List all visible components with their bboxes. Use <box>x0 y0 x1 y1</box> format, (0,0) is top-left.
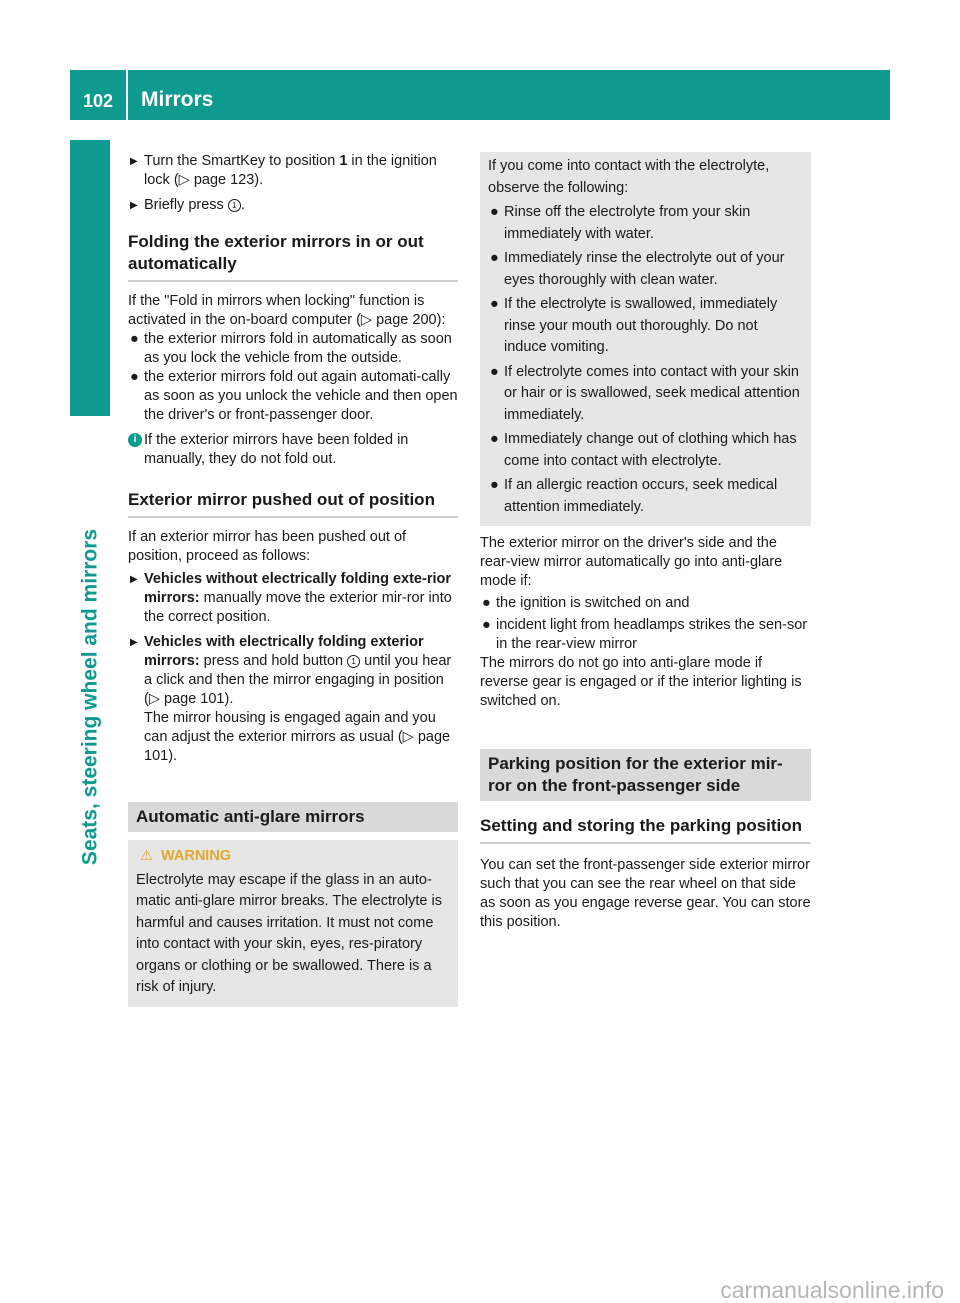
electrolyte-intro: If you come into contact with the electrolyte, observe the following: <box>488 158 770 196</box>
bullet-icon: ● <box>490 477 499 493</box>
bullet-icon: ● <box>482 617 491 633</box>
bullet-icon: ● <box>490 250 499 266</box>
list-item-text: the exterior mirrors fold out again automati-cally as soon as you unlock the vehicle and then open the driver's or front-passenger door. <box>144 369 458 423</box>
list-item <box>480 594 811 613</box>
step-arrow-icon: ▶ <box>130 156 138 167</box>
side-tab <box>70 424 110 969</box>
step-text: in the ignition lock (▷ page 123). <box>144 153 437 188</box>
warning-box <box>128 840 458 1007</box>
step-arrow-icon: ▶ <box>130 200 138 211</box>
step-text: . <box>240 197 245 213</box>
warning-header <box>136 846 450 868</box>
antiglare-intro: The exterior mirror on the driver's side and the rear-view mirror automatically go into anti-glare mode if: <box>480 535 783 589</box>
step-text: The mirror housing is engaged again and you can adjust the exterior mirrors as usual (▷ page 101). <box>144 710 451 764</box>
section-heading-setting: Setting and storing the parking position <box>480 815 811 844</box>
list-item <box>488 429 803 472</box>
bullet-icon: ● <box>130 369 139 385</box>
fold-intro: If the "Fold in mirrors when locking" function is activated in the on-board computer (▷ page 200): <box>128 293 446 328</box>
bullet-icon: ● <box>490 431 499 447</box>
warning-title: WARNING <box>161 848 232 864</box>
step-arrow-icon: ▶ <box>130 574 138 585</box>
list-item-text: Immediately rinse the electrolyte out of your eyes thoroughly with clean water. <box>504 250 785 288</box>
bullet-icon: ● <box>490 296 499 312</box>
side-tab-block <box>70 140 110 416</box>
watermark: carmanualsonline.info <box>720 1277 944 1303</box>
list-item-text: If electrolyte comes into contact with your skin or hair or is swallowed, seek medical attention immediately. <box>504 363 800 423</box>
page-title: Mirrors <box>141 88 214 111</box>
info-note-text: If the exterior mirrors have been folded in manually, they do not fold out. <box>144 432 409 467</box>
step-label: Vehicles with electrically folding exterior mirrors: <box>144 634 424 669</box>
electrolyte-box <box>480 152 811 526</box>
list-item-text: Rinse off the electrolyte from your skin immediately with water. <box>504 204 751 242</box>
section-heading-parking: Parking position for the exterior mir-ror on the front-passenger side <box>480 749 811 801</box>
list-item-text: the exterior mirrors fold in automatically as soon as you lock the vehicle from the outside. <box>144 331 452 366</box>
info-note <box>128 431 458 469</box>
step-item <box>128 196 458 215</box>
step-text: press and hold button <box>199 653 348 669</box>
step-text: Briefly press <box>144 197 228 213</box>
position-number: 1 <box>339 153 348 169</box>
step-text: Turn the SmartKey to position <box>144 153 340 169</box>
setting-text: You can set the front-passenger side exterior mirror such that you can see the rear wheel on that side as soon as you engage reverse gear. You can store this position. <box>480 857 811 930</box>
side-tab-label: Seats, steering wheel and mirrors <box>78 528 102 865</box>
section-heading-fold: Folding the exterior mirrors in or out automatically <box>128 231 458 282</box>
list-item <box>480 616 811 654</box>
warning-triangle-icon: ⚠ <box>140 848 153 864</box>
list-item-text: incident light from headlamps strikes the sen-sor in the rear-view mirror <box>496 617 808 652</box>
step-item <box>128 152 458 190</box>
antiglare-outro: The mirrors do not go into anti-glare mode if reverse gear is engaged or if the interior lighting is switched on. <box>480 655 802 709</box>
header-divider <box>126 70 128 120</box>
step-text: until you hear a click and then the mirror engaging in position (▷ page 101). <box>144 653 452 707</box>
list-item <box>488 202 803 245</box>
button-1-icon: 1 <box>347 655 360 668</box>
list-item-text: the ignition is switched on and <box>496 595 690 611</box>
button-1-icon: 1 <box>228 199 241 212</box>
list-item-text: If an allergic reaction occurs, seek medical attention immediately. <box>504 477 778 515</box>
right-column <box>480 152 811 932</box>
bullet-icon: ● <box>482 595 491 611</box>
section-heading-antiglare: Automatic anti-glare mirrors <box>128 802 458 832</box>
step-text: manually move the exterior mir-ror into the correct position. <box>144 590 452 625</box>
bullet-icon: ● <box>490 363 499 380</box>
section-heading-pushed: Exterior mirror pushed out of position <box>128 489 458 518</box>
list-item <box>488 248 803 291</box>
list-item <box>488 475 803 518</box>
step-label: Vehicles without electrically folding exte-rior mirrors: <box>144 571 451 606</box>
warning-text: Electrolyte may escape if the glass in an auto-matic anti-glare mirror breaks. The electrolyte is harmful and causes irritation. It must not come into contact with your skin, eyes, res-piratory organs or clothing or be swallowed. There is a risk of injury. <box>136 871 442 995</box>
list-item <box>488 362 803 427</box>
step-item <box>128 570 458 627</box>
list-item-text: If the electrolyte is swallowed, immediately rinse your mouth out thoroughly. Do not induce vomiting. <box>504 296 778 355</box>
list-item-text: Immediately change out of clothing which has come into contact with electrolyte. <box>504 431 797 469</box>
list-item <box>488 294 803 359</box>
step-item <box>128 633 458 766</box>
list-item <box>128 368 458 425</box>
list-item <box>128 330 458 368</box>
page-number: 102 <box>82 91 114 111</box>
pushed-intro: If an exterior mirror has been pushed out of position, proceed as follows: <box>128 529 407 564</box>
step-arrow-icon: ▶ <box>130 637 138 648</box>
info-icon: i <box>128 433 142 447</box>
left-column <box>128 152 458 1007</box>
bullet-icon: ● <box>490 204 499 220</box>
bullet-icon: ● <box>130 331 139 347</box>
